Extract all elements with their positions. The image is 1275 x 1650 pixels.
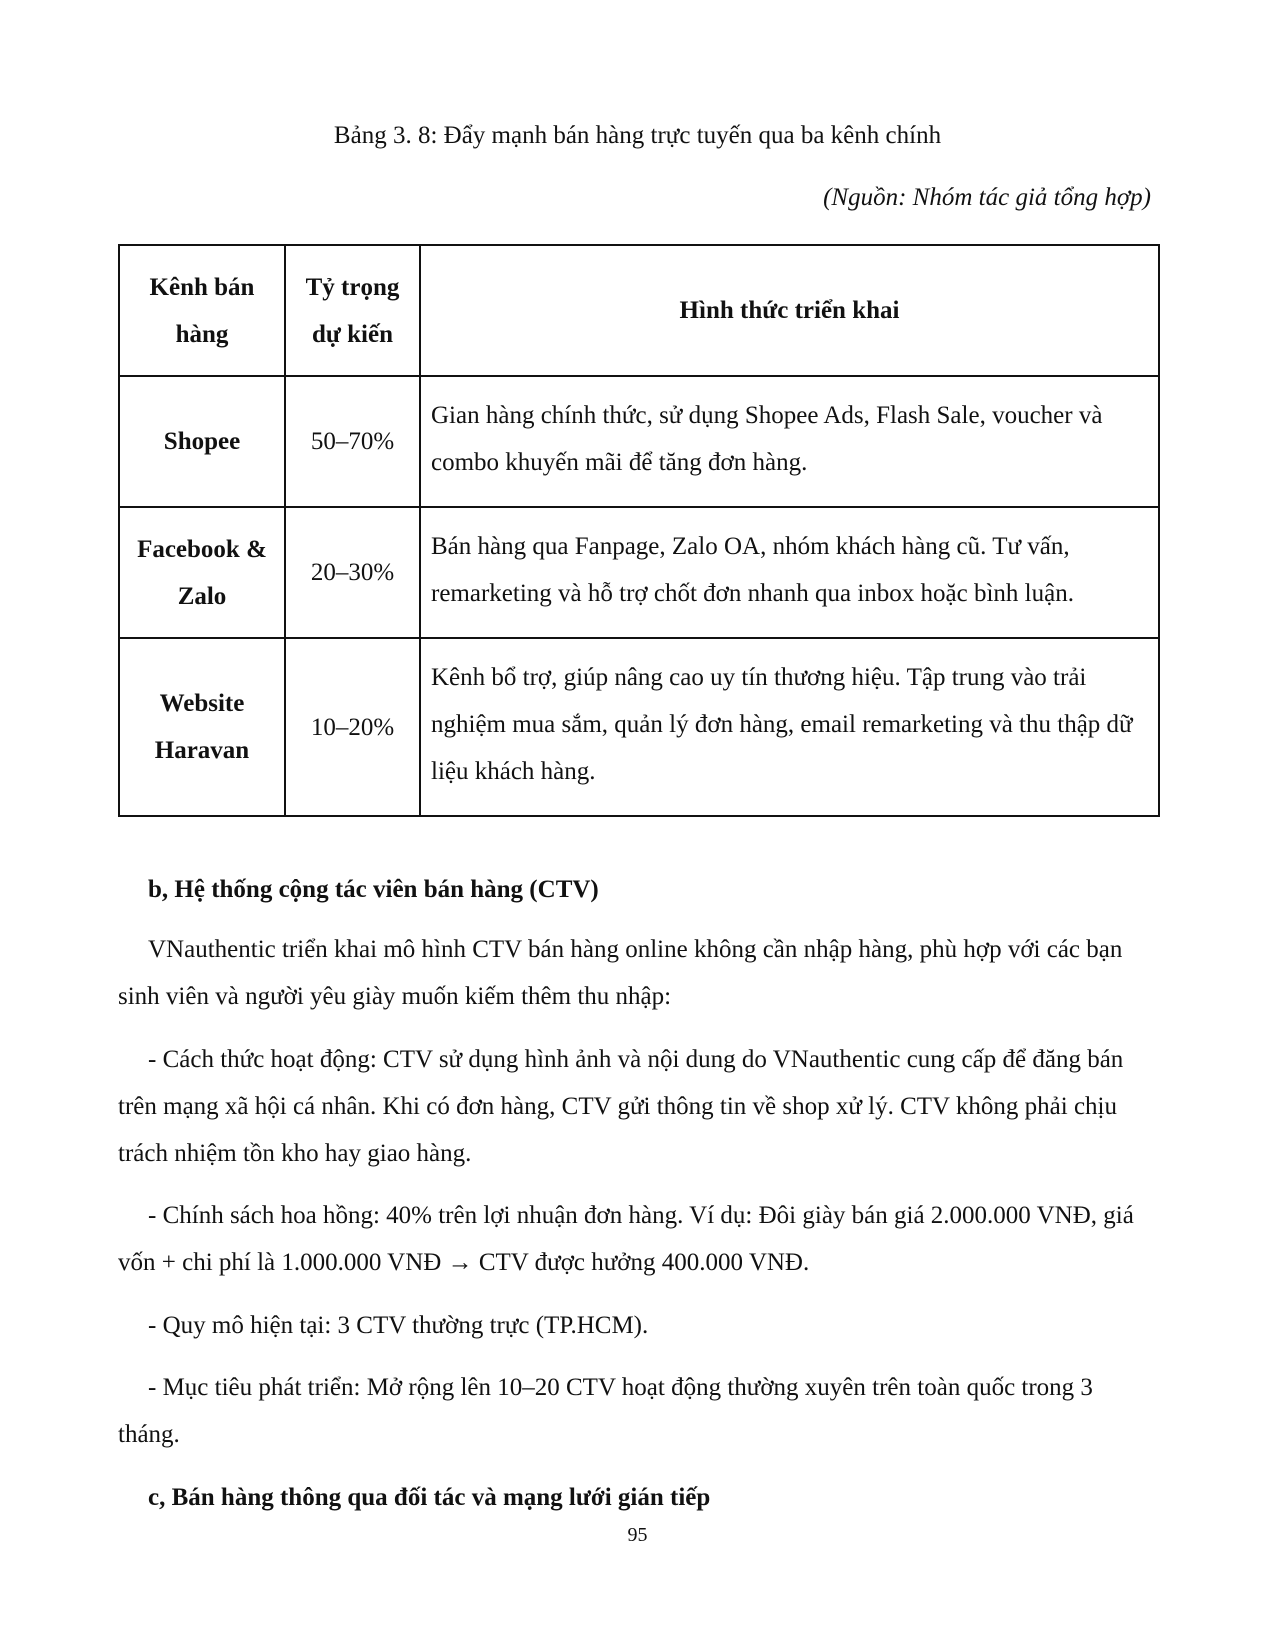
- method-cell: Bán hàng qua Fanpage, Zalo OA, nhóm khách hàng cũ. Tư vấn, remarketing và hỗ trợ chốt đơn nhanh qua inbox hoặc bình luận.: [420, 507, 1159, 638]
- share-cell: 20–30%: [285, 507, 420, 638]
- section-b-intro: VNauthentic triển khai mô hình CTV bán hàng online không cần nhập hàng, phù hợp với các bạn sinh viên và người yêu giày muốn kiếm thêm thu nhập:: [118, 936, 1123, 1010]
- page-number: 95: [627, 1524, 648, 1546]
- section-b-heading: b, Hệ thống cộng tác viên bán hàng (CTV): [148, 876, 599, 903]
- table-row: [119, 507, 1159, 638]
- method-cell: Gian hàng chính thức, sử dụng Shopee Ads, Flash Sale, voucher và combo khuyến mãi để tăng đơn hàng.: [420, 376, 1159, 507]
- section-c-heading: c, Bán hàng thông qua đối tác và mạng lưới gián tiếp: [148, 1484, 711, 1511]
- header-channel: Kênh bán hàng: [119, 245, 285, 376]
- share-cell: 50–70%: [285, 376, 420, 507]
- bullet-operation: - Cách thức hoạt động: CTV sử dụng hình ảnh và nội dung do VNauthentic cung cấp để đăng bán trên mạng xã hội cá nhân. Khi có đơn hàng, CTV gửi thông tin về shop xử lý. CTV không phải chịu trách nhiệm tồn kho hay giao hàng.: [118, 1046, 1124, 1167]
- sales-channel-table: [118, 244, 1160, 817]
- table-source: (Nguồn: Nhóm tác giả tổng hợp): [823, 184, 1151, 211]
- table-row: [119, 638, 1159, 816]
- bullet-current-scale: - Quy mô hiện tại: 3 CTV thường trực (TP.HCM).: [148, 1312, 649, 1339]
- method-cell: Kênh bổ trợ, giúp nâng cao uy tín thương hiệu. Tập trung vào trải nghiệm mua sắm, quản lý đơn hàng, email remarketing và thu thập dữ liệu khách hàng.: [420, 638, 1159, 816]
- channel-cell: Shopee: [119, 376, 285, 507]
- channel-cell: Facebook & Zalo: [119, 507, 285, 638]
- header-method: Hình thức triển khai: [420, 245, 1159, 376]
- table-header-row: [119, 245, 1159, 376]
- channel-cell: Website Haravan: [119, 638, 285, 816]
- share-cell: 10–20%: [285, 638, 420, 816]
- header-share: Tỷ trọng dự kiến: [285, 245, 420, 376]
- table-row: [119, 376, 1159, 507]
- table-caption: Bảng 3. 8: Đẩy mạnh bán hàng trực tuyến qua ba kênh chính: [333, 122, 942, 149]
- bullet-commission: - Chính sách hoa hồng: 40% trên lợi nhuận đơn hàng. Ví dụ: Đôi giày bán giá 2.000.000 VNĐ, giá vốn + chi phí là 1.000.000 VNĐ → CTV được hưởng 400.000 VNĐ.: [118, 1202, 1134, 1276]
- bullet-growth-target: - Mục tiêu phát triển: Mở rộng lên 10–20 CTV hoạt động thường xuyên trên toàn quốc trong 3 tháng.: [118, 1374, 1093, 1448]
